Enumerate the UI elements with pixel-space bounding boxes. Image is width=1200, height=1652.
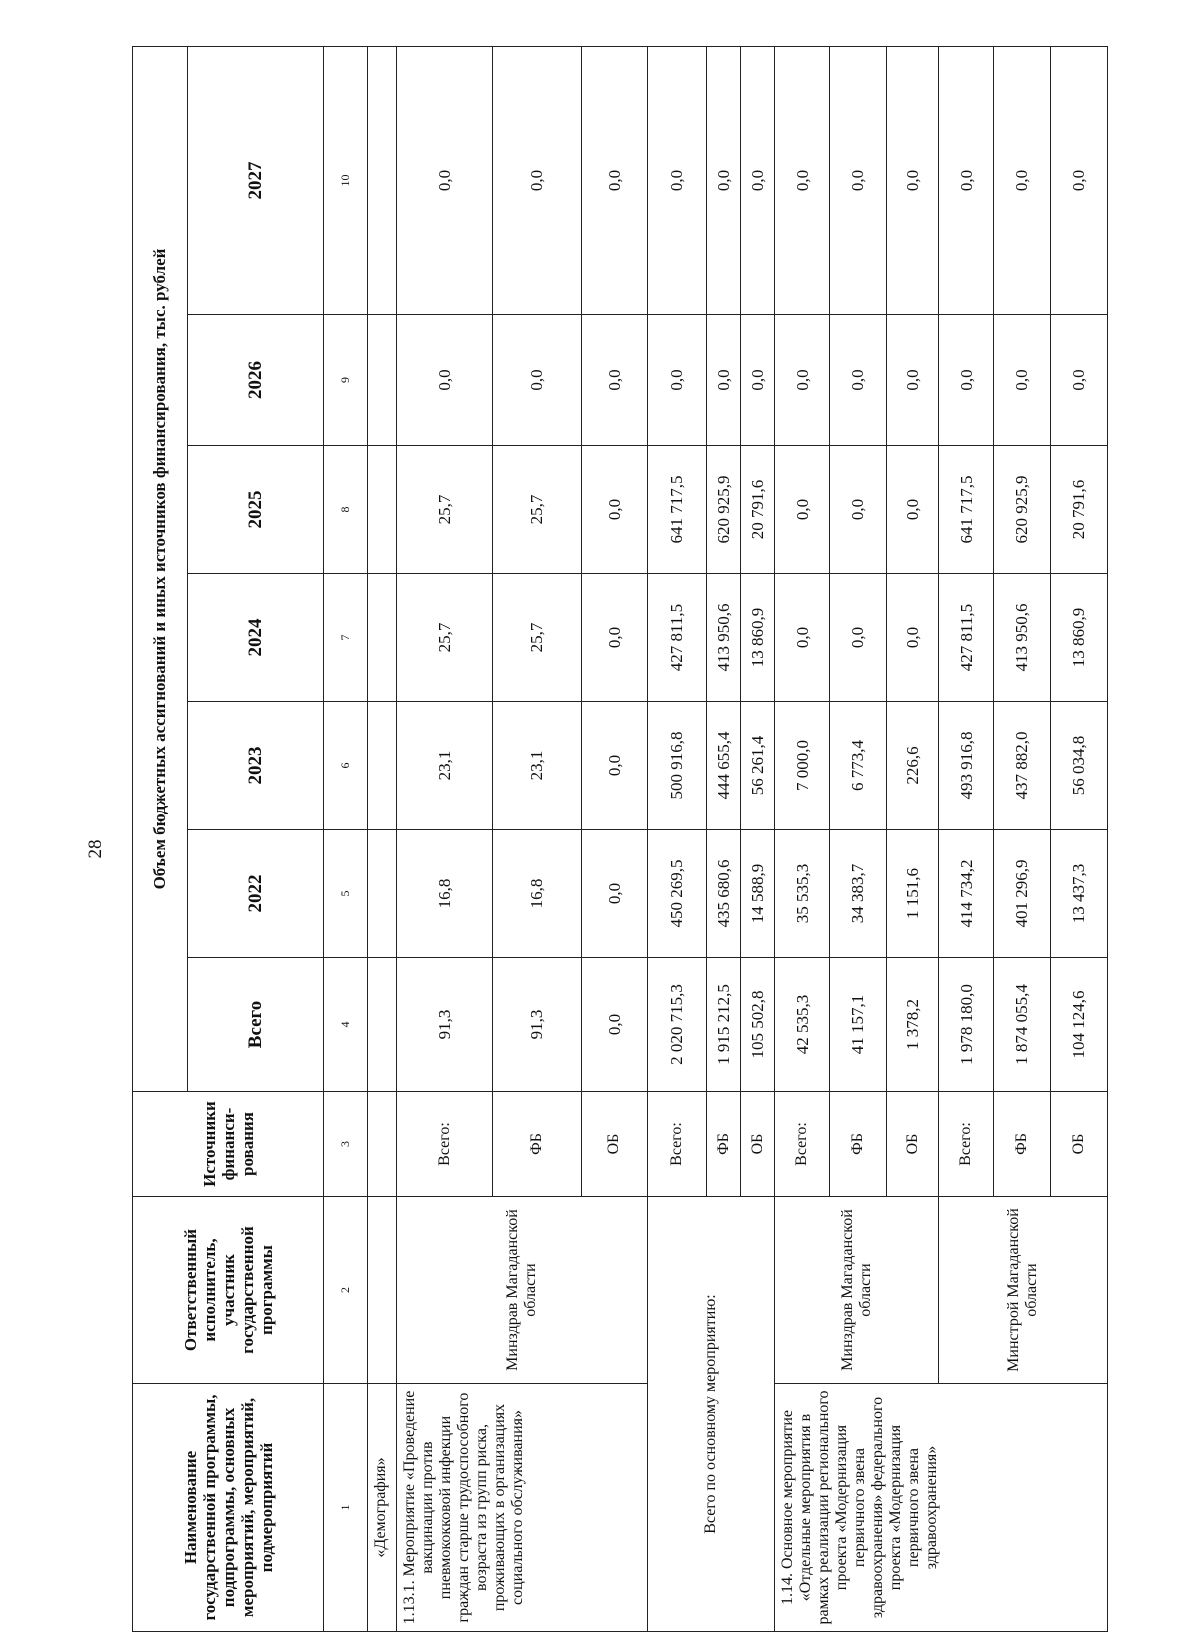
column-number: 2 xyxy=(324,1197,367,1384)
value-cell: 0,0 xyxy=(775,446,830,574)
header-volume: Объем бюджетных ассигнований и иных источников финансирования, тыс. рублей xyxy=(133,46,188,1091)
value-cell: 13 437,3 xyxy=(1050,830,1107,958)
value-cell: 23,1 xyxy=(492,702,581,830)
value-cell: 6 773,4 xyxy=(830,702,887,830)
empty-cell xyxy=(367,1197,397,1384)
header-year-2023: 2023 xyxy=(187,702,324,830)
value-cell: 20 791,6 xyxy=(1050,446,1107,574)
source-cell: Всего: xyxy=(939,1092,994,1197)
measure-1-14-name: 1.14. Основное мероприятие «Отдельные мероприятия в рамках реализации регионального проекта «Модернизация первичного звена здравоохранения» федерального проекта «Модернизация первичного звена здравоохранения» xyxy=(775,1384,1108,1632)
page-number: 28 xyxy=(85,839,106,859)
value-cell: 620 925,9 xyxy=(994,446,1051,574)
header-year-2025: 2025 xyxy=(187,446,324,574)
value-cell: 0,0 xyxy=(775,315,830,446)
header-year-2026: 2026 xyxy=(187,315,324,446)
value-cell: 0,0 xyxy=(939,315,994,446)
value-cell: 444 655,4 xyxy=(707,702,741,830)
value-cell: 0,0 xyxy=(397,315,493,446)
header-year-2022: 2022 xyxy=(187,830,324,958)
value-cell: 413 950,6 xyxy=(707,574,741,702)
measure-1-14-responsible-minstroy: Минстрой Магаданской области xyxy=(939,1197,1108,1384)
table-row xyxy=(647,46,706,1631)
value-cell: 0,0 xyxy=(741,315,775,446)
value-cell: 0,0 xyxy=(775,46,830,314)
value-cell: 0,0 xyxy=(830,46,887,314)
table-row xyxy=(397,46,493,1631)
value-cell: 0,0 xyxy=(830,574,887,702)
source-cell: ФБ xyxy=(492,1092,581,1197)
value-cell: 437 882,0 xyxy=(994,702,1051,830)
value-cell: 427 811,5 xyxy=(939,574,994,702)
value-cell: 91,3 xyxy=(492,958,581,1092)
column-number: 1 xyxy=(324,1384,367,1632)
value-cell: 0,0 xyxy=(581,446,647,574)
value-cell: 0,0 xyxy=(581,315,647,446)
value-cell: 0,0 xyxy=(492,46,581,314)
value-cell: 13 860,9 xyxy=(1050,574,1107,702)
empty-cell xyxy=(367,46,397,314)
measure-1-14-responsible-minzdrav: Минздрав Магаданской области xyxy=(775,1197,939,1384)
value-cell: 1 915 212,5 xyxy=(707,958,741,1092)
source-cell: Всего: xyxy=(397,1092,493,1197)
source-cell: ФБ xyxy=(994,1092,1051,1197)
value-cell: 0,0 xyxy=(581,830,647,958)
value-cell: 56 034,8 xyxy=(1050,702,1107,830)
value-cell: 7 000,0 xyxy=(775,702,830,830)
value-cell: 0,0 xyxy=(939,46,994,314)
value-cell: 34 383,7 xyxy=(830,830,887,958)
value-cell: 0,0 xyxy=(994,46,1051,314)
value-cell: 641 717,5 xyxy=(647,446,706,574)
value-cell: 0,0 xyxy=(581,574,647,702)
value-cell: 0,0 xyxy=(707,46,741,314)
value-cell: 620 925,9 xyxy=(707,446,741,574)
project-name: «Демография» xyxy=(367,1384,397,1632)
value-cell: 105 502,8 xyxy=(741,958,775,1092)
value-cell: 2 020 715,3 xyxy=(647,958,706,1092)
value-cell: 0,0 xyxy=(397,46,493,314)
value-cell: 25,7 xyxy=(492,446,581,574)
value-cell: 226,6 xyxy=(886,702,938,830)
value-cell: 0,0 xyxy=(581,46,647,314)
table-row xyxy=(775,46,830,1631)
column-number: 4 xyxy=(324,958,367,1092)
empty-cell xyxy=(367,702,397,830)
measure-1-13-1-responsible: Минздрав Магаданской области xyxy=(397,1197,648,1384)
value-cell: 0,0 xyxy=(492,315,581,446)
value-cell: 25,7 xyxy=(397,574,493,702)
value-cell: 0,0 xyxy=(886,46,938,314)
column-number: 8 xyxy=(324,446,367,574)
value-cell: 500 916,8 xyxy=(647,702,706,830)
empty-cell xyxy=(367,958,397,1092)
header-row-top xyxy=(133,46,188,1631)
value-cell: 23,1 xyxy=(397,702,493,830)
value-cell: 414 734,2 xyxy=(939,830,994,958)
value-cell: 0,0 xyxy=(1050,46,1107,314)
main-total-label: Всего по основному мероприятию: xyxy=(647,1197,775,1632)
source-cell: Всего: xyxy=(775,1092,830,1197)
value-cell: 0,0 xyxy=(1050,315,1107,446)
empty-cell xyxy=(367,446,397,574)
value-cell: 1 151,6 xyxy=(886,830,938,958)
rotated-table-container xyxy=(132,47,1108,1632)
value-cell: 25,7 xyxy=(397,446,493,574)
value-cell: 0,0 xyxy=(775,574,830,702)
value-cell: 13 860,9 xyxy=(741,574,775,702)
value-cell: 16,8 xyxy=(492,830,581,958)
column-number: 10 xyxy=(324,46,367,314)
value-cell: 1 978 180,0 xyxy=(939,958,994,1092)
value-cell: 1 874 055,4 xyxy=(994,958,1051,1092)
source-cell: ОБ xyxy=(581,1092,647,1197)
value-cell: 0,0 xyxy=(830,446,887,574)
value-cell: 0,0 xyxy=(647,315,706,446)
value-cell: 56 261,4 xyxy=(741,702,775,830)
budget-table xyxy=(132,46,1108,1632)
value-cell: 91,3 xyxy=(397,958,493,1092)
header-name: Наименование государственной программы, подпрограммы, основных мероприятий, мероприятий, подмероприятий xyxy=(133,1384,324,1632)
value-cell: 0,0 xyxy=(886,315,938,446)
value-cell: 435 680,6 xyxy=(707,830,741,958)
value-cell: 0,0 xyxy=(994,315,1051,446)
value-cell: 450 269,5 xyxy=(647,830,706,958)
value-cell: 0,0 xyxy=(707,315,741,446)
measure-1-13-1-name: 1.13.1. Мероприятие «Проведение вакцинации против пневмококковой инфекции граждан старше трудоспособного возраста из групп риска, проживающих в организациях социального обслуживания» xyxy=(397,1384,648,1632)
source-cell: ОБ xyxy=(741,1092,775,1197)
column-number: 9 xyxy=(324,315,367,446)
header-year-2027: 2027 xyxy=(187,46,324,314)
value-cell: 25,7 xyxy=(492,574,581,702)
value-cell: 14 588,9 xyxy=(741,830,775,958)
empty-cell xyxy=(367,315,397,446)
value-cell: 16,8 xyxy=(397,830,493,958)
value-cell: 0,0 xyxy=(741,46,775,314)
value-cell: 35 535,3 xyxy=(775,830,830,958)
value-cell: 0,0 xyxy=(830,315,887,446)
value-cell: 0,0 xyxy=(886,574,938,702)
empty-cell xyxy=(367,574,397,702)
value-cell: 641 717,5 xyxy=(939,446,994,574)
value-cell: 104 124,6 xyxy=(1050,958,1107,1092)
header-total: Всего xyxy=(187,958,324,1092)
source-cell: ФБ xyxy=(707,1092,741,1197)
source-cell: ФБ xyxy=(830,1092,887,1197)
column-number-row xyxy=(324,46,367,1631)
value-cell: 0,0 xyxy=(581,702,647,830)
header-responsible: Ответственный исполнитель, участник государственной программы xyxy=(133,1197,324,1384)
column-number: 7 xyxy=(324,574,367,702)
value-cell: 0,0 xyxy=(581,958,647,1092)
source-cell: ОБ xyxy=(1050,1092,1107,1197)
value-cell: 42 535,3 xyxy=(775,958,830,1092)
column-number: 5 xyxy=(324,830,367,958)
value-cell: 413 950,6 xyxy=(994,574,1051,702)
value-cell: 20 791,6 xyxy=(741,446,775,574)
header-sources: Источники финанси-рования xyxy=(133,1092,324,1197)
value-cell: 0,0 xyxy=(886,446,938,574)
header-year-2024: 2024 xyxy=(187,574,324,702)
empty-cell xyxy=(367,830,397,958)
empty-cell xyxy=(367,1092,397,1197)
value-cell: 401 296,9 xyxy=(994,830,1051,958)
column-number: 6 xyxy=(324,702,367,830)
value-cell: 427 811,5 xyxy=(647,574,706,702)
value-cell: 41 157,1 xyxy=(830,958,887,1092)
value-cell: 493 916,8 xyxy=(939,702,994,830)
project-row xyxy=(367,46,397,1631)
source-cell: ОБ xyxy=(886,1092,938,1197)
source-cell: Всего: xyxy=(647,1092,706,1197)
value-cell: 1 378,2 xyxy=(886,958,938,1092)
value-cell: 0,0 xyxy=(647,46,706,314)
column-number: 3 xyxy=(324,1092,367,1197)
